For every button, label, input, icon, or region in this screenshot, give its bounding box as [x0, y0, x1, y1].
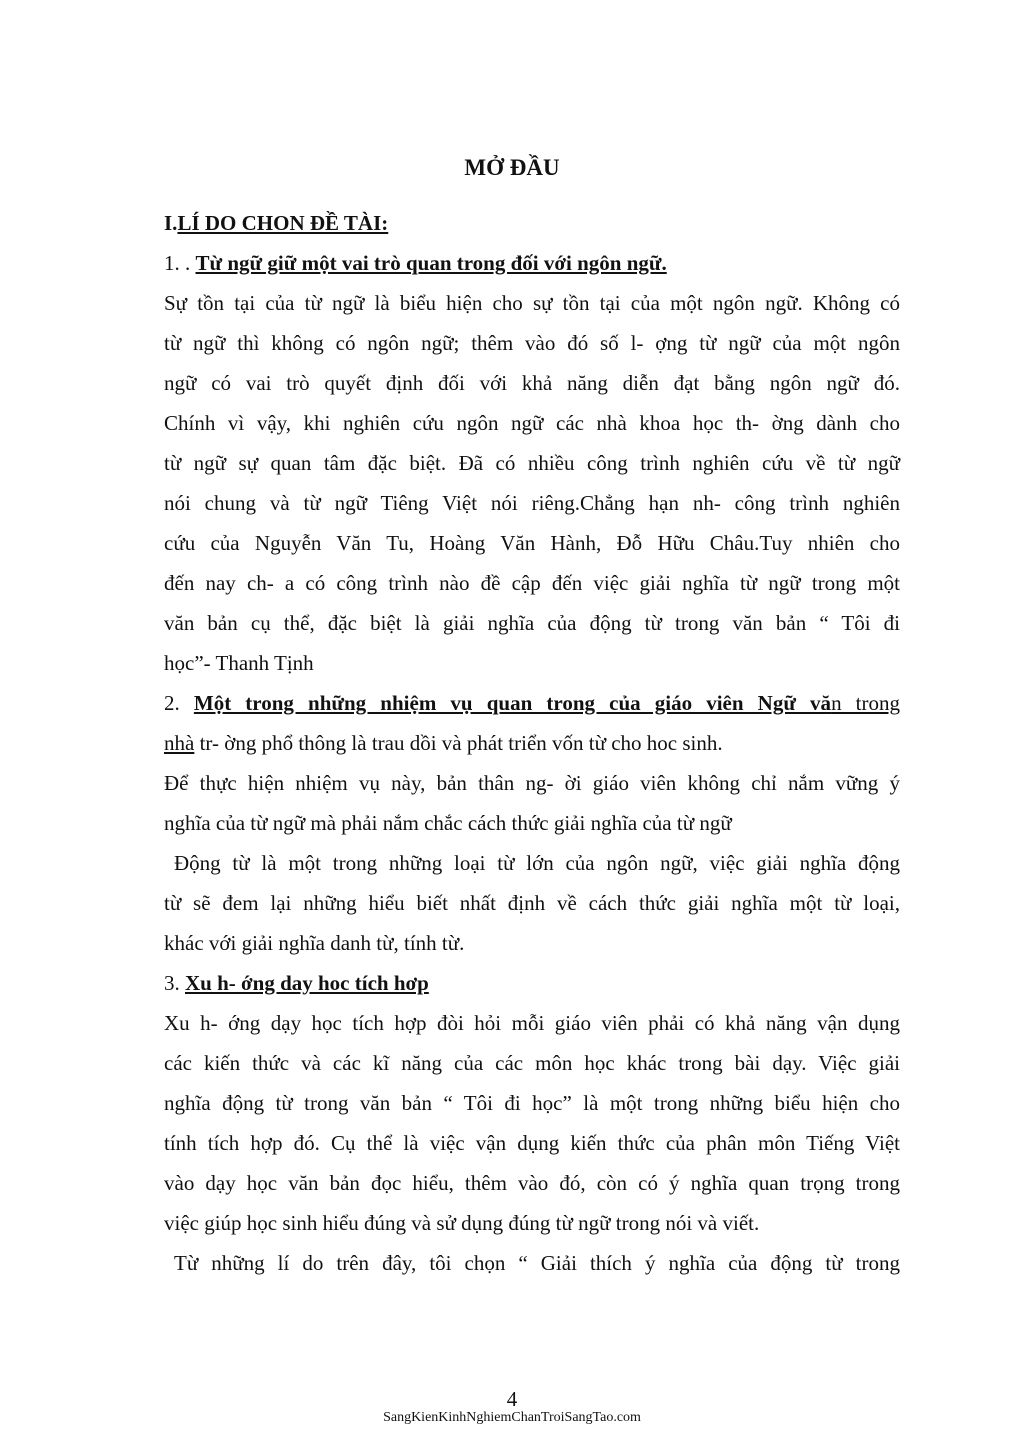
paragraph-line: Để thực hiện nhiệm vụ này, bản thân ng- ời giáo viên không chỉ nắm vững ý	[164, 771, 900, 795]
section-heading-prefix: I.	[164, 211, 178, 235]
paragraph-line: văn bản cụ thể, đặc biệt là giải nghĩa của động từ trong văn bản “ Tôi đi	[164, 611, 900, 635]
paragraph-line: nghĩa của từ ngữ mà phải nắm chắc cách thức giải nghĩa của từ ngữ	[164, 811, 732, 835]
footer-watermark: SangKienKinhNghiemChanTroiSangTao.com	[383, 1410, 641, 1425]
page-title: MỞ ĐẦU	[464, 155, 560, 180]
page-number: 4	[506, 1387, 518, 1411]
paragraph-line: Từ những lí do trên đây, tôi chọn “ Giải thích ý nghĩa của động từ trong	[174, 1251, 900, 1275]
paragraph-line: vào dạy học văn bản đọc hiểu, thêm vào đó, còn có ý nghĩa quan trọng trong	[164, 1171, 900, 1195]
paragraph-line: tính tích hợp đó. Cụ thể là việc vận dụng kiến thức của phân môn Tiếng Việt	[164, 1131, 900, 1155]
section-heading-text: LÍ DO CHON ĐỀ TÀI:	[177, 211, 389, 235]
paragraph-line: Xu h- ớng dạy học tích hợp đòi hỏi mỗi giáo viên phải có khả năng vận dụng	[164, 1011, 900, 1035]
document-body	[164, 203, 900, 1283]
item-2-heading-rest: n trong	[831, 691, 901, 715]
paragraph-line: nói chung và từ ngữ Tiêng Việt nói riêng.Chẳng hạn nh- công trình nghiên	[164, 491, 900, 515]
item-2-heading-underlined: nhà	[164, 731, 195, 755]
item-2-number: 2.	[164, 691, 194, 715]
item-2-heading	[164, 683, 900, 723]
paragraph-line: Động từ là một trong những loại từ lớn của ngôn ngữ, việc giải nghĩa động	[174, 851, 900, 875]
item-1-number: 1. .	[164, 251, 196, 275]
item-3-number: 3.	[164, 971, 185, 995]
item-2-heading-text: Một trong những nhiệm vụ quan trong của giáo viên Ngữ vă	[193, 691, 832, 715]
item-2-heading-line2	[164, 723, 900, 763]
paragraph-line: khác với giải nghĩa danh từ, tính từ.	[164, 931, 465, 955]
paragraph-line: Chính vì vậy, khi nghiên cứu ngôn ngữ các nhà khoa học th- ờng dành cho	[164, 411, 900, 435]
item-3-heading	[164, 963, 900, 1003]
item-1-heading-text: Từ ngữ giữ một vai trò quan trong đối với ngôn ngữ.	[195, 251, 667, 275]
paragraph-line: việc giúp học sinh hiểu đúng và sử dụng đúng từ ngữ trong nói và viết.	[164, 1211, 760, 1235]
item-3-heading-text: Xu h- ớng day hoc tích hơp	[185, 971, 429, 995]
paragraph-line: các kiến thức và các kĩ năng của các môn học khác trong bài dạy. Việc giải	[164, 1051, 900, 1075]
item-2-heading-line2-rest: tr- ờng phổ thông là trau dồi và phát triển vốn từ cho hoc sinh.	[194, 731, 723, 755]
paragraph-line: từ sẽ đem lại những hiểu biết nhất định về cách thức giải nghĩa một từ loại,	[164, 891, 900, 915]
paragraph-line: nghĩa động từ trong văn bản “ Tôi đi học” là một trong những biểu hiện cho	[164, 1091, 900, 1115]
paragraph-line: từ ngữ thì không có ngôn ngữ; thêm vào đó số l- ợng từ ngữ của một ngôn	[164, 331, 900, 355]
paragraph-line: từ ngữ sự quan tâm đặc biệt. Đã có nhiều công trình nghiên cứu về từ ngữ	[164, 451, 900, 475]
paragraph-line: cứu của Nguyễn Văn Tu, Hoàng Văn Hành, Đỗ Hữu Châu.Tuy nhiên cho	[164, 531, 900, 555]
item-1-heading	[164, 243, 900, 283]
paragraph-line: Sự tồn tại của từ ngữ là biểu hiện cho sự tồn tại của một ngôn ngữ. Không có	[164, 291, 900, 315]
paragraph-line: học”- Thanh Tịnh	[164, 651, 314, 675]
section-heading	[164, 203, 900, 243]
paragraph-line: ngữ có vai trò quyết định đối với khả năng diễn đạt bằng ngôn ngữ đó.	[164, 371, 900, 395]
paragraph-line: đến nay ch- a có công trình nào đề cập đến việc giải nghĩa từ ngữ trong một	[164, 571, 900, 595]
